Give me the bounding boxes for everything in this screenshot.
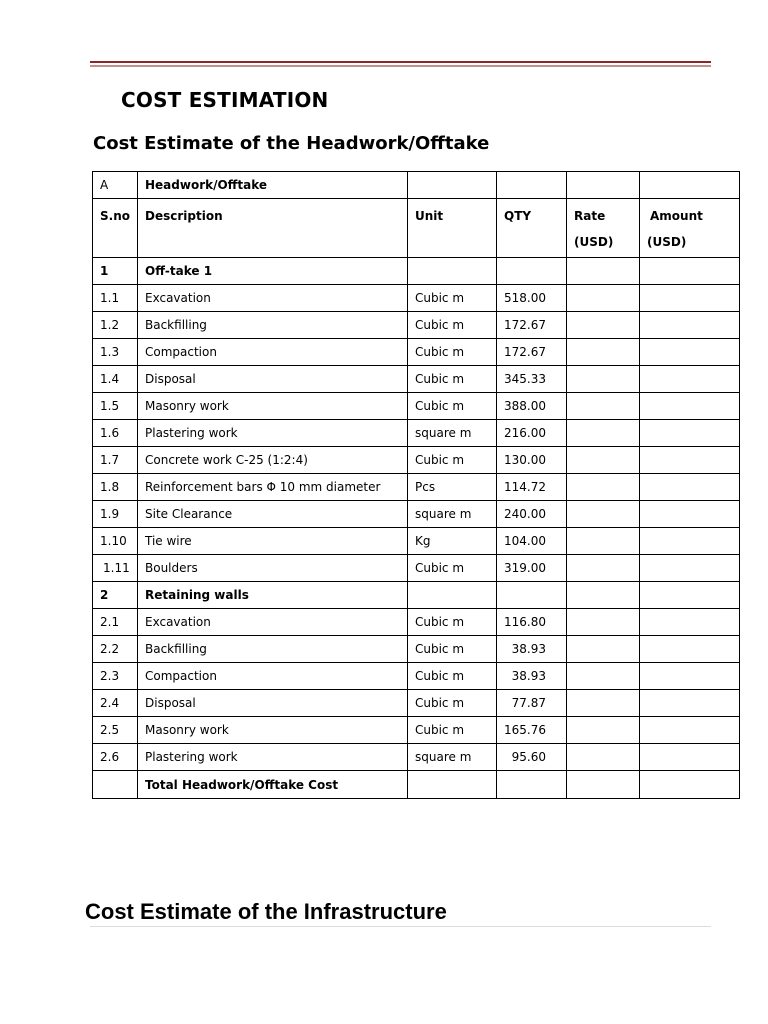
cell-rate bbox=[567, 744, 640, 771]
header-unit: Unit bbox=[408, 199, 497, 258]
table-group-row bbox=[93, 172, 740, 199]
cell-description: Backfilling bbox=[138, 636, 408, 663]
cell-sno: 2 bbox=[93, 582, 138, 609]
total-cell bbox=[93, 771, 138, 799]
section-divider bbox=[90, 926, 711, 927]
cell-amount bbox=[640, 339, 740, 366]
cell-qty: 38.93 bbox=[497, 663, 567, 690]
top-rule-light bbox=[90, 65, 711, 67]
table-row bbox=[93, 420, 740, 447]
cell-unit: Cubic m bbox=[408, 717, 497, 744]
header-description: Description bbox=[138, 199, 408, 258]
cell-qty: 77.87 bbox=[497, 690, 567, 717]
cell-amount bbox=[640, 663, 740, 690]
cell-rate bbox=[567, 393, 640, 420]
cell-unit: Cubic m bbox=[408, 285, 497, 312]
cell-rate bbox=[567, 582, 640, 609]
section-heading-infrastructure: Cost Estimate of the Infrastructure bbox=[85, 899, 447, 924]
cell-amount bbox=[640, 447, 740, 474]
cell-amount bbox=[640, 393, 740, 420]
cell-rate bbox=[567, 258, 640, 285]
cell-qty: 116.80 bbox=[497, 609, 567, 636]
cell-unit: Cubic m bbox=[408, 636, 497, 663]
cell-rate bbox=[567, 501, 640, 528]
cell-amount bbox=[640, 258, 740, 285]
table-row bbox=[93, 312, 740, 339]
section-heading-headwork: Cost Estimate of the Headwork/Offtake bbox=[93, 133, 490, 154]
cell-sno: 1.6 bbox=[93, 420, 138, 447]
cell-amount bbox=[640, 501, 740, 528]
cell-amount bbox=[640, 717, 740, 744]
cell-sno: 2.3 bbox=[93, 663, 138, 690]
cell-unit: Cubic m bbox=[408, 663, 497, 690]
cell-description: Compaction bbox=[138, 339, 408, 366]
cell-unit: Cubic m bbox=[408, 609, 497, 636]
page-title: COST ESTIMATION bbox=[121, 88, 329, 112]
table-row bbox=[93, 501, 740, 528]
table-row bbox=[93, 555, 740, 582]
cell-unit: Cubic m bbox=[408, 393, 497, 420]
cell-sno: 2.2 bbox=[93, 636, 138, 663]
cell-description: Masonry work bbox=[138, 393, 408, 420]
table-row bbox=[93, 366, 740, 393]
cell-amount bbox=[640, 474, 740, 501]
cell-unit: Kg bbox=[408, 528, 497, 555]
table-row bbox=[93, 744, 740, 771]
cell-rate bbox=[567, 717, 640, 744]
cell-description: Off-take 1 bbox=[138, 258, 408, 285]
cell-sno: 1.4 bbox=[93, 366, 138, 393]
cell-sno: 1.9 bbox=[93, 501, 138, 528]
cell-unit: Cubic m bbox=[408, 447, 497, 474]
cell-sno: 1.10 bbox=[93, 528, 138, 555]
cell-amount bbox=[640, 690, 740, 717]
cell-sno: 1.2 bbox=[93, 312, 138, 339]
cell-amount bbox=[640, 420, 740, 447]
table-row bbox=[93, 636, 740, 663]
cell-sno: 2.5 bbox=[93, 717, 138, 744]
total-cell bbox=[567, 771, 640, 799]
cell-rate bbox=[567, 663, 640, 690]
cell-description: Excavation bbox=[138, 285, 408, 312]
header-sno: S.no bbox=[93, 199, 138, 258]
cell-unit: square m bbox=[408, 420, 497, 447]
cell-unit: square m bbox=[408, 501, 497, 528]
cell-sno: 1.1 bbox=[93, 285, 138, 312]
header-rate-line2: (USD) bbox=[574, 235, 614, 249]
cell-qty: 345.33 bbox=[497, 366, 567, 393]
total-cell bbox=[497, 771, 567, 799]
cell-unit: Cubic m bbox=[408, 690, 497, 717]
group-label: A bbox=[93, 172, 138, 199]
cell-unit: Cubic m bbox=[408, 366, 497, 393]
cell-qty: 38.93 bbox=[497, 636, 567, 663]
cell-qty: 240.00 bbox=[497, 501, 567, 528]
cell-sno: 2.4 bbox=[93, 690, 138, 717]
cell-rate bbox=[567, 339, 640, 366]
header-amount-line1: Amount bbox=[650, 209, 703, 223]
cell-qty bbox=[497, 258, 567, 285]
cell-rate bbox=[567, 285, 640, 312]
cell-unit: Cubic m bbox=[408, 555, 497, 582]
cell-qty: 172.67 bbox=[497, 312, 567, 339]
cell-unit: square m bbox=[408, 744, 497, 771]
header-amount-line2: (USD) bbox=[647, 235, 687, 249]
group-title: Headwork/Offtake bbox=[138, 172, 408, 199]
table-row bbox=[93, 258, 740, 285]
table-row bbox=[93, 690, 740, 717]
cell-sno: 1 bbox=[93, 258, 138, 285]
cell-rate bbox=[567, 609, 640, 636]
total-cell bbox=[640, 771, 740, 799]
cell-sno: 1.5 bbox=[93, 393, 138, 420]
table-row bbox=[93, 663, 740, 690]
total-cell bbox=[408, 771, 497, 799]
cell-amount bbox=[640, 609, 740, 636]
cell-unit bbox=[408, 582, 497, 609]
cell-qty: 319.00 bbox=[497, 555, 567, 582]
cell-rate bbox=[567, 312, 640, 339]
cell-description: Backfilling bbox=[138, 312, 408, 339]
cell-rate bbox=[567, 420, 640, 447]
cell-qty: 165.76 bbox=[497, 717, 567, 744]
total-label: Total Headwork/Offtake Cost bbox=[138, 771, 408, 799]
table-row bbox=[93, 609, 740, 636]
cell-amount bbox=[640, 555, 740, 582]
cell-unit bbox=[408, 258, 497, 285]
cell-description: Concrete work C-25 (1:2:4) bbox=[138, 447, 408, 474]
cell-description: Plastering work bbox=[138, 420, 408, 447]
cell-qty: 130.00 bbox=[497, 447, 567, 474]
cell-rate bbox=[567, 447, 640, 474]
cell-description: Excavation bbox=[138, 609, 408, 636]
table-row bbox=[93, 717, 740, 744]
cell-description: Site Clearance bbox=[138, 501, 408, 528]
cell-qty bbox=[497, 582, 567, 609]
cost-estimate-table bbox=[92, 171, 740, 799]
cell-sno: 1.7 bbox=[93, 447, 138, 474]
table-total-row bbox=[93, 771, 740, 799]
cell-unit: Cubic m bbox=[408, 312, 497, 339]
cell-unit: Pcs bbox=[408, 474, 497, 501]
cell-sno: 2.1 bbox=[93, 609, 138, 636]
cell-sno: 2.6 bbox=[93, 744, 138, 771]
cell-rate bbox=[567, 555, 640, 582]
table-row bbox=[93, 447, 740, 474]
cell-qty: 114.72 bbox=[497, 474, 567, 501]
cell-description: Disposal bbox=[138, 366, 408, 393]
cell-rate bbox=[567, 636, 640, 663]
cell-amount bbox=[640, 312, 740, 339]
cell-sno: 1.11 bbox=[93, 555, 138, 582]
cell-description: Tie wire bbox=[138, 528, 408, 555]
cell-qty: 104.00 bbox=[497, 528, 567, 555]
cell-qty: 172.67 bbox=[497, 339, 567, 366]
cell-rate bbox=[567, 474, 640, 501]
header-rate-line1: Rate bbox=[574, 209, 606, 223]
cell-description: Disposal bbox=[138, 690, 408, 717]
cell-rate bbox=[567, 366, 640, 393]
cell-sno: 1.8 bbox=[93, 474, 138, 501]
cell-qty: 388.00 bbox=[497, 393, 567, 420]
top-rule-dark bbox=[90, 61, 711, 63]
cell-amount bbox=[640, 528, 740, 555]
cell-amount bbox=[640, 582, 740, 609]
cell-description: Boulders bbox=[138, 555, 408, 582]
cell-amount bbox=[640, 366, 740, 393]
table-row bbox=[93, 285, 740, 312]
header-qty: QTY bbox=[497, 199, 567, 258]
cell-qty: 95.60 bbox=[497, 744, 567, 771]
cell-amount bbox=[640, 285, 740, 312]
cell-description: Plastering work bbox=[138, 744, 408, 771]
cell-qty: 518.00 bbox=[497, 285, 567, 312]
cell-description: Reinforcement bars Φ 10 mm diameter bbox=[138, 474, 408, 501]
cell-description: Compaction bbox=[138, 663, 408, 690]
cell-sno: 1.3 bbox=[93, 339, 138, 366]
table-row bbox=[93, 393, 740, 420]
cell-unit: Cubic m bbox=[408, 339, 497, 366]
cell-rate bbox=[567, 690, 640, 717]
cell-description: Masonry work bbox=[138, 717, 408, 744]
cell-amount bbox=[640, 744, 740, 771]
table-row bbox=[93, 528, 740, 555]
cell-amount bbox=[640, 636, 740, 663]
table-row bbox=[93, 582, 740, 609]
header-rate bbox=[567, 199, 640, 258]
table-row bbox=[93, 474, 740, 501]
table-header-row bbox=[93, 199, 740, 258]
header-amount bbox=[640, 199, 740, 258]
table-row bbox=[93, 339, 740, 366]
cell-rate bbox=[567, 528, 640, 555]
cell-qty: 216.00 bbox=[497, 420, 567, 447]
cell-description: Retaining walls bbox=[138, 582, 408, 609]
